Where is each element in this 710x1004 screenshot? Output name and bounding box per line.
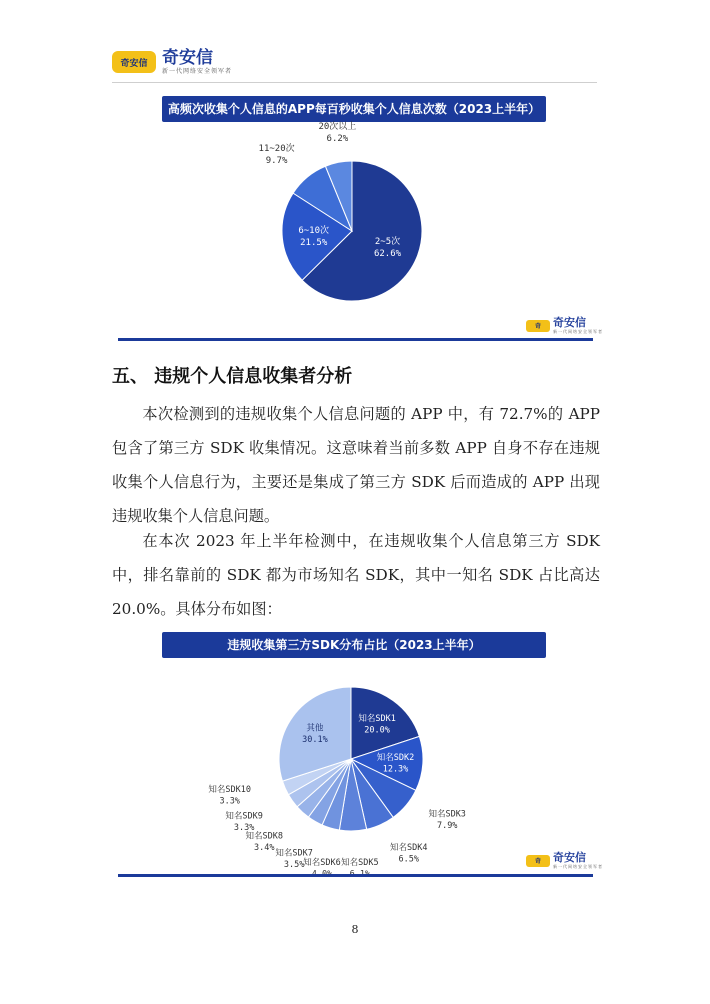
- figure2-bottom-rule: [118, 874, 593, 877]
- brand-tagline: 新一代网络安全领军者: [162, 68, 233, 75]
- slice-value-label: 3.4%: [254, 842, 275, 853]
- figure2-pie-chart: [118, 664, 593, 874]
- slice-value-label: 3.5%: [283, 859, 305, 870]
- slice-value-label: 6.2%: [326, 133, 349, 144]
- page-number: 8: [351, 923, 359, 936]
- figure1-logo-tagline: 新一代网络安全领军者: [553, 329, 603, 334]
- figure1-pie-chart: [118, 121, 593, 338]
- paragraph-1: 本次检测到的违规收集个人信息问题的 APP 中，有 72.7%的 APP 包含了第三方 SDK 收集情况。这意味着当前多数 APP 自身不存在违规收集个人信息行为，主要还是集成了第三方 SDK 后而造成的 APP 出现违规收集个人信息问题。: [112, 405, 600, 525]
- figure1-logo-brand: 奇安信: [553, 316, 586, 329]
- figure1-bottom-rule: [118, 338, 593, 341]
- slice-category-label: 知名SDK1: [358, 713, 396, 724]
- slice-value-label: 6.5%: [398, 854, 420, 865]
- slice-category-label: 知名SDK2: [376, 752, 415, 763]
- figure1-logo-mark: 奇: [526, 320, 550, 332]
- slice-category-label: 20次以上: [318, 121, 357, 132]
- figure1-logo: [526, 317, 603, 334]
- header-logo: [112, 48, 232, 76]
- slice-category-label: 知名SDK3: [428, 809, 466, 820]
- slice-value-label: 3.3%: [233, 823, 255, 833]
- slice-category-label: 11~20次: [258, 144, 295, 155]
- slice-category-label: 知名SDK4: [390, 843, 428, 853]
- slice-value-label: 62.6%: [373, 248, 402, 259]
- logo-mark: 奇安信: [112, 51, 156, 73]
- figure2-logo-tagline: 新一代网络安全领军者: [553, 864, 603, 869]
- slice-category-label: 知名SDK5: [341, 858, 379, 868]
- figure2-logo-brand: 奇安信: [553, 851, 586, 864]
- slice-value-label: 12.3%: [382, 764, 409, 775]
- slice-category-label: 2~5次: [374, 236, 401, 247]
- figure1-title: 高频次收集个人信息的APP每百秒收集个人信息次数（2023上半年）: [162, 96, 546, 122]
- figure2-title: 违规收集第三方SDK分布占比（2023上半年）: [162, 632, 546, 658]
- slice-category-label: 知名SDK7: [275, 848, 313, 859]
- brand-name: 奇安信: [162, 48, 213, 68]
- header-divider: [112, 82, 597, 83]
- figure2-logo-mark: 奇: [526, 855, 550, 867]
- figure2-logo: [526, 852, 603, 869]
- slice-value-label: 7.9%: [436, 821, 458, 831]
- slice-value-label: 3.3%: [219, 796, 240, 807]
- slice-value-label: 9.7%: [265, 156, 288, 167]
- slice-category-label: 知名SDK9: [225, 811, 263, 822]
- slice-category-label: 6~10次: [298, 226, 330, 236]
- slice-category-label: 知名SDK10: [208, 785, 251, 796]
- slice-value-label: 30.1%: [302, 735, 328, 746]
- slice-category-label: 知名SDK6: [303, 857, 341, 868]
- slice-category-label: 其他: [306, 723, 324, 734]
- slice-value-label: 20.0%: [364, 725, 390, 736]
- paragraph-2: 在本次 2023 年上半年检测中，在违规收集个人信息第三方 SDK 中，排名靠前的 SDK 都为市场知名 SDK，其中一知名 SDK 占比高达 20.0%。具体分布如图：: [112, 532, 600, 618]
- slice-value-label: 21.5%: [300, 238, 328, 248]
- slice-category-label: 知名SDK8: [245, 831, 284, 842]
- section-heading: 五、 违规个人信息收集者分析: [112, 366, 353, 387]
